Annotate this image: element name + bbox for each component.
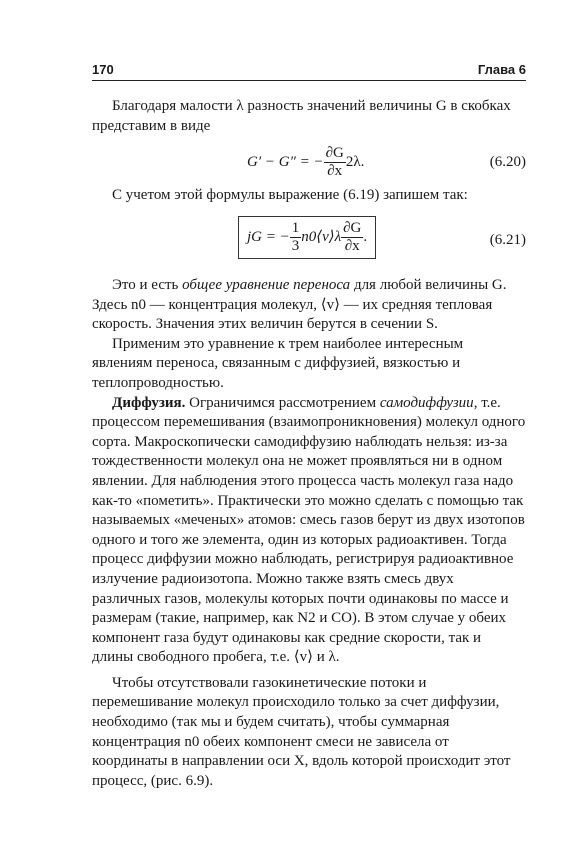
paragraph-1: Благодаря малости λ разность значений величины G в скобках представим в виде xyxy=(92,98,511,134)
equation-6-20-formula: G′ − G″ = − $\frac{\partial G}{\partial x}$ 2λ. xyxy=(247,145,365,179)
paragraph-3: Это и есть общее уравнение переноса для любой величины G. Здесь n0 — концентрация молекул, ⟨v⟩ — их средняя тепловая скорость. Значения этих величин берутся в сечении S. xyxy=(92,277,507,333)
header-rule xyxy=(92,80,526,81)
page-number: 170 xyxy=(92,62,114,77)
running-header xyxy=(92,62,526,77)
equation-number-6-20: (6.20) xyxy=(489,154,526,170)
paragraph-5: Диффузия. Ограничимся рассмотрением самодиффузии, т.е. процессом перемешивания (взаимопроникновения) молекул одного сорта. Макроскопически самодиффузию наблюдать нельзя: из-за тождественности молекул она не может проявляться ни в одном явлении. Для наблюдения этого процесса часть молекул газа надо как-то «пометить». Практически это можно сделать с помощью так называемых «меченых» атомов: смесь газов берут из двух изотопов одного и того же элемента, один из которых радиоактивен. Тогда процесс диффузии можно наблюдать, регистрируя радиоактивное излучение радиоизотопа. Можно также взять смесь двух различных газов, молекулы которых почти одинаковы по массе и размерам (такие, например, как N2 и CO). В этом случае у обеих компонент газа будут одинаковы как средние скорости, так и длины свободного пробега, т.е. ⟨v⟩ и λ. xyxy=(92,394,526,666)
equation-6-21-box: jG = − $\frac{1}{3}$ n0⟨v⟩λ $\frac{\partial G}{\partial x}$ . xyxy=(238,216,376,259)
paragraph-2: С учетом этой формулы выражение (6.19) запишем так: xyxy=(112,187,468,203)
equation-6-20 xyxy=(92,145,526,179)
fraction: $\frac{\partial G}{\partial x}$ xyxy=(343,220,362,254)
chapter-title: Глава 6 xyxy=(477,62,526,77)
body-text xyxy=(92,276,526,791)
fraction: $\frac{\partial G}{\partial x}$ xyxy=(325,145,344,179)
paragraph-6: Чтобы отсутствовали газокинетические потоки и перемешивание молекул происходило только за счет диффузии, необходимо (так мы и будем считать), чтобы суммарная концентрация n0 обеих компонент смеси не зависела от координаты в направлении оси X, вдоль которой происходит этот процесс, (рис. 6.9). xyxy=(92,674,511,789)
equation-6-21 xyxy=(92,216,526,266)
paragraph-4: Применим это уравнение к трем наиболее интересным явлениям переноса, связанным с диффузией, вязкостью и теплопроводностью. xyxy=(92,335,464,391)
equation-number-6-21: (6.21) xyxy=(489,232,526,248)
fraction: $\frac{1}{3}$ xyxy=(291,220,300,254)
